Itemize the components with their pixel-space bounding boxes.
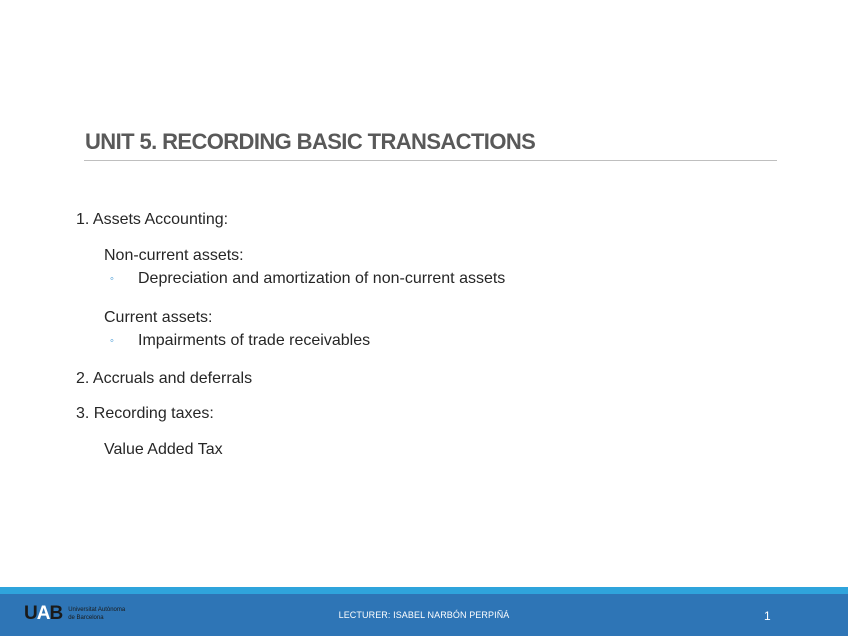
slide-title: UNIT 5. RECORDING BASIC TRANSACTIONS — [85, 129, 536, 154]
subheading-noncurrent-assets: Non-current assets: — [104, 247, 244, 264]
lecturer-credit: LECTURER: ISABEL NARBÓN PERPIÑÁ — [338, 610, 510, 620]
bullet-impairments: Impairments of trade receivables — [138, 332, 371, 349]
subheading-vat: Value Added Tax — [104, 441, 223, 458]
list-item-recording-taxes: 3. Recording taxes: — [76, 405, 214, 422]
uab-logo-mark: UAB — [24, 603, 63, 624]
uab-logo-text: Universitat Autònoma de Barcelona — [68, 607, 126, 621]
footer-accent-stripe — [0, 587, 848, 594]
page-number: 1 — [764, 609, 771, 623]
bullet-icon: ◦ — [110, 335, 114, 347]
title-divider — [84, 160, 777, 161]
list-item-assets-accounting: 1. Assets Accounting: — [76, 211, 229, 228]
bullet-depreciation: Depreciation and amortization of non-current assets — [138, 270, 506, 287]
bullet-icon: ◦ — [110, 273, 114, 285]
list-item-accruals: 2. Accruals and deferrals — [76, 370, 253, 387]
subheading-current-assets: Current assets: — [104, 309, 213, 326]
